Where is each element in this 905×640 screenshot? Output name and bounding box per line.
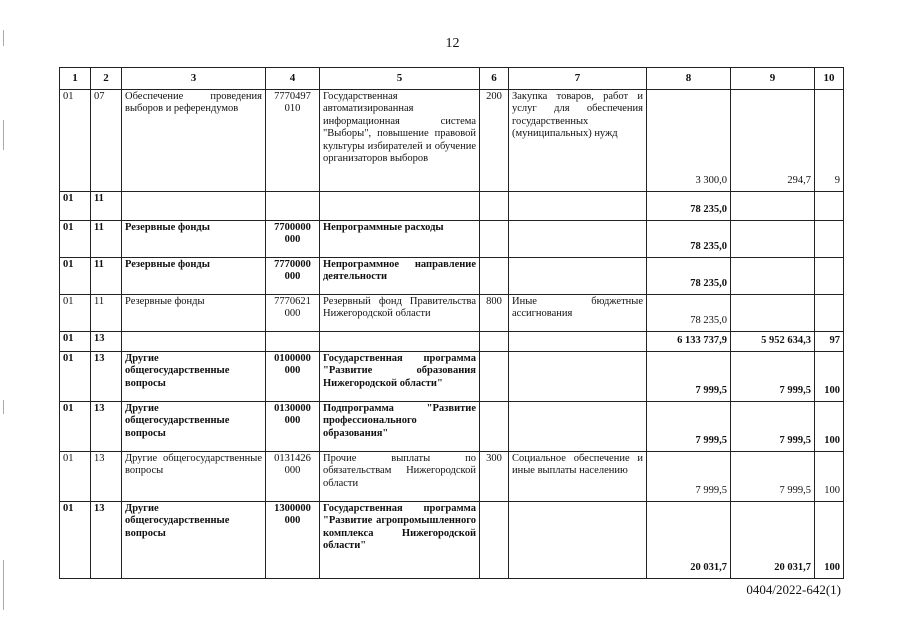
percent-executed	[815, 221, 844, 258]
percent-executed: 9	[815, 90, 844, 192]
expense-name: Государственная программа "Развитие агропромышленного комплекса Нижегородской области"	[320, 502, 480, 579]
table-row	[60, 295, 844, 332]
margin-mark	[3, 120, 4, 150]
planned-amount: 3 300,0	[647, 90, 731, 192]
subsection-code: 07	[91, 90, 122, 192]
executed-amount	[731, 221, 815, 258]
expense-name	[320, 192, 480, 221]
percent-executed	[815, 258, 844, 295]
subsection-code: 11	[91, 295, 122, 332]
expense-type-code	[480, 258, 509, 295]
section-code: 01	[60, 221, 91, 258]
expense-type-name: Закупка товаров, работ и услуг для обеспечения государственных (муниципальных) нужд	[509, 90, 647, 192]
target-article: 0131426 000	[266, 452, 320, 502]
executed-amount: 7 999,5	[731, 352, 815, 402]
table-row	[60, 502, 844, 579]
percent-executed	[815, 295, 844, 332]
expense-type-name	[509, 402, 647, 452]
section-name	[122, 192, 266, 221]
column-header: 9	[731, 68, 815, 90]
subsection-code: 13	[91, 502, 122, 579]
section-name: Резервные фонды	[122, 258, 266, 295]
expense-name	[320, 332, 480, 352]
executed-amount: 7 999,5	[731, 452, 815, 502]
expense-name: Прочие выплаты по обязательствам Нижегородской области	[320, 452, 480, 502]
section-name: Другие общегосударственные вопросы	[122, 352, 266, 402]
target-article: 0100000 000	[266, 352, 320, 402]
expense-name: Государственная автоматизированная информационная система "Выборы", повышение правовой культуры избирателей и обучение организаторов выборов	[320, 90, 480, 192]
section-code: 01	[60, 502, 91, 579]
executed-amount: 20 031,7	[731, 502, 815, 579]
column-header: 10	[815, 68, 844, 90]
section-name: Резервные фонды	[122, 221, 266, 258]
column-header: 5	[320, 68, 480, 90]
column-header: 2	[91, 68, 122, 90]
document-code: 0404/2022-642(1)	[746, 582, 841, 597]
target-article: 0130000 000	[266, 402, 320, 452]
section-name: Другие общегосударственные вопросы	[122, 502, 266, 579]
subsection-code: 11	[91, 258, 122, 295]
section-code: 01	[60, 90, 91, 192]
target-article	[266, 332, 320, 352]
table-row	[60, 258, 844, 295]
expense-type-name	[509, 352, 647, 402]
expense-type-name	[509, 192, 647, 221]
percent-executed	[815, 192, 844, 221]
expense-type-code: 300	[480, 452, 509, 502]
section-code: 01	[60, 402, 91, 452]
table-row	[60, 352, 844, 402]
expense-type-code	[480, 402, 509, 452]
expense-type-name: Социальное обеспечение и иные выплаты населению	[509, 452, 647, 502]
expense-name: Подпрограмма "Развитие профессионального образования"	[320, 402, 480, 452]
planned-amount: 7 999,5	[647, 352, 731, 402]
header-row	[60, 68, 844, 90]
expense-name: Непрограммные расходы	[320, 221, 480, 258]
subsection-code: 13	[91, 452, 122, 502]
executed-amount	[731, 258, 815, 295]
section-code: 01	[60, 192, 91, 221]
executed-amount	[731, 295, 815, 332]
planned-amount: 78 235,0	[647, 258, 731, 295]
column-header: 1	[60, 68, 91, 90]
planned-amount: 78 235,0	[647, 221, 731, 258]
expense-type-name	[509, 221, 647, 258]
margin-mark	[3, 400, 4, 414]
section-code: 01	[60, 295, 91, 332]
expense-type-code	[480, 332, 509, 352]
planned-amount: 20 031,7	[647, 502, 731, 579]
section-name: Другие общегосударственные вопросы	[122, 452, 266, 502]
expense-type-code	[480, 192, 509, 221]
expense-name: Государственная программа "Развитие образования Нижегородской области"	[320, 352, 480, 402]
table-row	[60, 452, 844, 502]
expense-name: Резервный фонд Правительства Нижегородской области	[320, 295, 480, 332]
section-name: Обеспечение проведения выборов и референдумов	[122, 90, 266, 192]
target-article: 7770000 000	[266, 258, 320, 295]
budget-table	[59, 67, 844, 579]
percent-executed: 100	[815, 502, 844, 579]
target-article	[266, 192, 320, 221]
section-name: Другие общегосударственные вопросы	[122, 402, 266, 452]
percent-executed: 100	[815, 402, 844, 452]
planned-amount: 78 235,0	[647, 192, 731, 221]
column-header: 4	[266, 68, 320, 90]
planned-amount: 6 133 737,9	[647, 332, 731, 352]
column-header: 7	[509, 68, 647, 90]
table-row	[60, 332, 844, 352]
executed-amount: 7 999,5	[731, 402, 815, 452]
target-article: 7770621 000	[266, 295, 320, 332]
expense-type-code: 200	[480, 90, 509, 192]
expense-name: Непрограммное направление деятельности	[320, 258, 480, 295]
subsection-code: 13	[91, 332, 122, 352]
target-article: 7770497 010	[266, 90, 320, 192]
table-row	[60, 90, 844, 192]
table-row	[60, 192, 844, 221]
section-name: Резервные фонды	[122, 295, 266, 332]
executed-amount	[731, 192, 815, 221]
percent-executed: 100	[815, 352, 844, 402]
executed-amount: 5 952 634,3	[731, 332, 815, 352]
section-code: 01	[60, 332, 91, 352]
table-row	[60, 221, 844, 258]
page-number: 12	[445, 36, 460, 51]
table-row	[60, 402, 844, 452]
expense-type-code	[480, 502, 509, 579]
planned-amount: 7 999,5	[647, 452, 731, 502]
column-header: 6	[480, 68, 509, 90]
column-header: 3	[122, 68, 266, 90]
expense-type-name	[509, 502, 647, 579]
executed-amount: 294,7	[731, 90, 815, 192]
expense-type-code: 800	[480, 295, 509, 332]
expense-type-name	[509, 332, 647, 352]
section-code: 01	[60, 452, 91, 502]
section-code: 01	[60, 258, 91, 295]
subsection-code: 11	[91, 221, 122, 258]
planned-amount: 7 999,5	[647, 402, 731, 452]
subsection-code: 13	[91, 402, 122, 452]
target-article: 7700000 000	[266, 221, 320, 258]
percent-executed: 97	[815, 332, 844, 352]
subsection-code: 11	[91, 192, 122, 221]
section-code: 01	[60, 352, 91, 402]
expense-type-code	[480, 221, 509, 258]
expense-type-name: Иные бюджетные ассигнования	[509, 295, 647, 332]
planned-amount: 78 235,0	[647, 295, 731, 332]
expense-type-name	[509, 258, 647, 295]
column-header: 8	[647, 68, 731, 90]
subsection-code: 13	[91, 352, 122, 402]
target-article: 1300000 000	[266, 502, 320, 579]
section-name	[122, 332, 266, 352]
percent-executed: 100	[815, 452, 844, 502]
margin-mark	[3, 560, 4, 610]
expense-type-code	[480, 352, 509, 402]
